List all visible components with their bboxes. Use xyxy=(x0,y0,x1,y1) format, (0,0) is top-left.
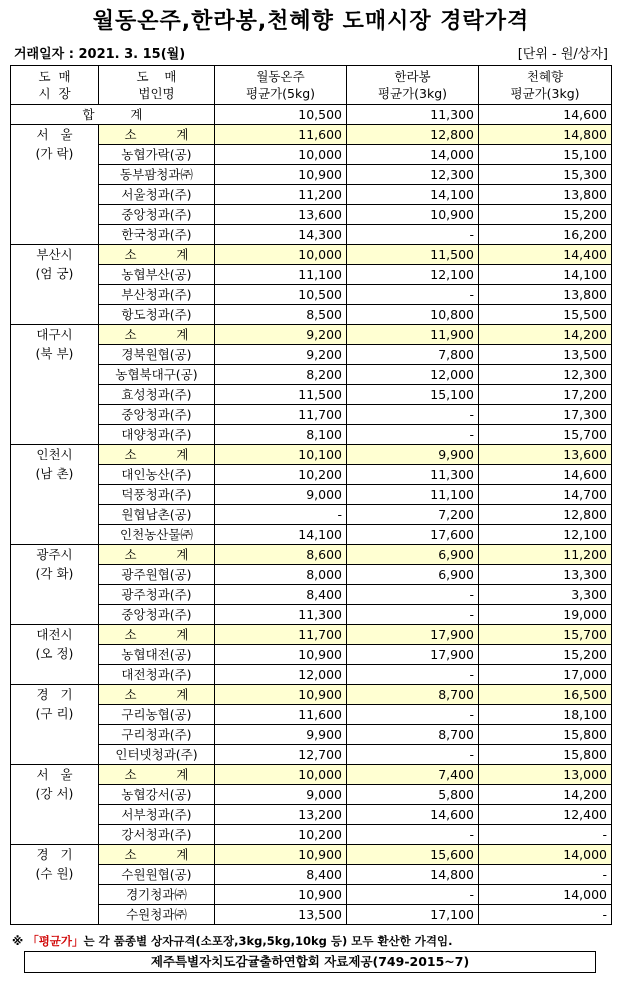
price-cell: 12,800 xyxy=(479,505,612,525)
corp-name: 덕풍청과(주) xyxy=(99,485,215,505)
price-cell: 11,500 xyxy=(215,385,347,405)
price-cell: 8,000 xyxy=(215,565,347,585)
price-cell: 16,500 xyxy=(479,685,612,705)
price-cell: 13,800 xyxy=(479,285,612,305)
market-name xyxy=(11,445,99,545)
price-cell: - xyxy=(479,865,612,885)
price-cell: 15,300 xyxy=(479,165,612,185)
corp-name: 대전청과(주) xyxy=(99,665,215,685)
corp-name: 강서청과(주) xyxy=(99,825,215,845)
price-cell: 14,400 xyxy=(479,245,612,265)
price-cell: 9,000 xyxy=(215,785,347,805)
price-cell: 13,600 xyxy=(479,445,612,465)
market-district: (구 리) xyxy=(35,706,74,721)
price-cell: 13,200 xyxy=(215,805,347,825)
corp-name: 대인농산(주) xyxy=(99,465,215,485)
price-cell: 10,200 xyxy=(215,465,347,485)
price-cell: - xyxy=(479,905,612,925)
price-cell: 14,000 xyxy=(479,845,612,865)
market-district: (수 원) xyxy=(35,866,74,881)
price-cell: 14,200 xyxy=(479,785,612,805)
price-cell: 10,900 xyxy=(347,205,479,225)
market-district: (강 서) xyxy=(35,786,74,801)
market-district: (남 촌) xyxy=(35,466,74,481)
price-cell: 13,500 xyxy=(215,905,347,925)
price-cell: 7,200 xyxy=(347,505,479,525)
price-cell: 17,100 xyxy=(347,905,479,925)
price-cell: 19,000 xyxy=(479,605,612,625)
table-row xyxy=(11,745,612,765)
header-col2: 한라봉 평균가(3kg) xyxy=(347,66,479,105)
subtotal-row xyxy=(11,245,612,265)
price-cell: 7,400 xyxy=(347,765,479,785)
table-row xyxy=(11,865,612,885)
price-cell: 8,500 xyxy=(215,305,347,325)
corp-name: 광주원협(공) xyxy=(99,565,215,585)
price-cell: 10,000 xyxy=(215,245,347,265)
table-row xyxy=(11,645,612,665)
table-row xyxy=(11,485,612,505)
market-name xyxy=(11,625,99,685)
market-city: 부산시 xyxy=(36,247,73,262)
price-cell: 14,800 xyxy=(479,125,612,145)
price-cell: 14,200 xyxy=(479,325,612,345)
subtotal-row xyxy=(11,545,612,565)
unit-label: [단위 - 원/상자] xyxy=(517,47,608,62)
footnote-term: 「평균가」 xyxy=(27,934,84,948)
price-cell: 13,800 xyxy=(479,185,612,205)
price-cell: 8,400 xyxy=(215,865,347,885)
market-district: (북 부) xyxy=(35,346,74,361)
price-cell: 18,100 xyxy=(479,705,612,725)
price-cell: 8,600 xyxy=(215,545,347,565)
corp-name: 수원청과㈜ xyxy=(99,905,215,925)
price-cell: 11,300 xyxy=(215,605,347,625)
price-cell: 10,000 xyxy=(215,765,347,785)
price-cell: 14,000 xyxy=(347,145,479,165)
header-corp: 도 매 법인명 xyxy=(99,66,215,105)
price-cell: 11,100 xyxy=(215,265,347,285)
corp-name: 중앙청과(주) xyxy=(99,205,215,225)
corp-name: 인천농산물㈜ xyxy=(99,525,215,545)
corp-name: 농협강서(공) xyxy=(99,785,215,805)
table-row xyxy=(11,385,612,405)
corp-name: 경북원협(공) xyxy=(99,345,215,365)
price-cell: 3,300 xyxy=(479,585,612,605)
price-cell: 11,600 xyxy=(215,705,347,725)
price-cell: 13,300 xyxy=(479,565,612,585)
price-cell: 14,000 xyxy=(479,885,612,905)
table-row xyxy=(11,565,612,585)
corp-name: 소 계 xyxy=(99,125,215,145)
market-name xyxy=(11,545,99,625)
price-cell: 15,700 xyxy=(479,625,612,645)
subtotal-row xyxy=(11,125,612,145)
table-row xyxy=(11,525,612,545)
price-cell: 13,500 xyxy=(479,345,612,365)
price-cell: 11,200 xyxy=(215,185,347,205)
subtotal-row xyxy=(11,445,612,465)
price-cell: 12,400 xyxy=(479,805,612,825)
price-cell: 14,300 xyxy=(215,225,347,245)
market-city: 광주시 xyxy=(36,547,73,562)
price-cell: 8,100 xyxy=(215,425,347,445)
total-label: 합 계 xyxy=(11,105,215,125)
table-row xyxy=(11,185,612,205)
subtotal-row xyxy=(11,765,612,785)
price-cell: 10,100 xyxy=(215,445,347,465)
price-cell: 10,500 xyxy=(215,285,347,305)
table-row xyxy=(11,725,612,745)
table-row xyxy=(11,365,612,385)
price-cell: - xyxy=(347,705,479,725)
corp-name: 소 계 xyxy=(99,545,215,565)
price-cell: - xyxy=(347,285,479,305)
price-cell: 10,200 xyxy=(215,825,347,845)
market-name xyxy=(11,765,99,845)
price-cell: 15,800 xyxy=(479,725,612,745)
table-row xyxy=(11,705,612,725)
corp-name: 대양청과(주) xyxy=(99,425,215,445)
price-cell: 9,200 xyxy=(215,325,347,345)
total-value: 10,500 xyxy=(215,105,347,125)
price-cell: 11,700 xyxy=(215,625,347,645)
price-cell: 9,200 xyxy=(215,345,347,365)
table-header-row xyxy=(11,66,612,105)
table-row xyxy=(11,665,612,685)
table-row xyxy=(11,405,612,425)
price-cell: 15,100 xyxy=(479,145,612,165)
price-cell: 10,900 xyxy=(215,885,347,905)
corp-name: 인터넷청과(주) xyxy=(99,745,215,765)
corp-name: 농협북대구(공) xyxy=(99,365,215,385)
price-cell: 15,100 xyxy=(347,385,479,405)
corp-name: 소 계 xyxy=(99,325,215,345)
price-cell: 14,100 xyxy=(479,265,612,285)
price-cell: 8,200 xyxy=(215,365,347,385)
price-cell: 14,600 xyxy=(347,805,479,825)
table-row xyxy=(11,585,612,605)
price-cell: 9,900 xyxy=(215,725,347,745)
price-cell: 8,700 xyxy=(347,725,479,745)
corp-name: 서부청과(주) xyxy=(99,805,215,825)
header-market: 도 매 시 장 xyxy=(11,66,99,105)
price-cell: 16,200 xyxy=(479,225,612,245)
price-cell: 17,300 xyxy=(479,405,612,425)
price-cell: 10,900 xyxy=(215,685,347,705)
market-city: 대전시 xyxy=(36,627,73,642)
price-cell: 13,600 xyxy=(215,205,347,225)
price-cell: 17,900 xyxy=(347,625,479,645)
market-city: 경 기 xyxy=(36,847,73,862)
price-cell: 15,200 xyxy=(479,205,612,225)
corp-name: 소 계 xyxy=(99,685,215,705)
market-name xyxy=(11,325,99,445)
price-cell: 15,800 xyxy=(479,745,612,765)
market-city: 경 기 xyxy=(36,687,73,702)
price-cell: 14,700 xyxy=(479,485,612,505)
header-col3: 천혜향 평균가(3kg) xyxy=(479,66,612,105)
price-cell: 12,000 xyxy=(215,665,347,685)
price-cell: 11,900 xyxy=(347,325,479,345)
price-cell: 6,900 xyxy=(347,545,479,565)
price-cell: 14,100 xyxy=(347,185,479,205)
market-name xyxy=(11,125,99,245)
corp-name: 원협남촌(공) xyxy=(99,505,215,525)
price-cell: 11,200 xyxy=(479,545,612,565)
subtotal-row xyxy=(11,625,612,645)
table-row xyxy=(11,145,612,165)
header-col1: 월동온주 평균가(5kg) xyxy=(215,66,347,105)
market-name xyxy=(11,845,99,925)
table-row xyxy=(11,885,612,905)
market-district: (각 화) xyxy=(35,566,74,581)
price-cell: 8,400 xyxy=(215,585,347,605)
price-cell: 12,800 xyxy=(347,125,479,145)
table-row xyxy=(11,205,612,225)
price-cell: 12,100 xyxy=(479,525,612,545)
price-cell: 6,900 xyxy=(347,565,479,585)
corp-name: 구리농협(공) xyxy=(99,705,215,725)
corp-name: 구리청과(주) xyxy=(99,725,215,745)
corp-name: 항도청과(주) xyxy=(99,305,215,325)
corp-name: 농협대전(공) xyxy=(99,645,215,665)
price-cell: 14,100 xyxy=(215,525,347,545)
price-cell: - xyxy=(479,825,612,845)
table-row xyxy=(11,225,612,245)
corp-name: 서울청과(주) xyxy=(99,185,215,205)
trade-date: 거래일자 : 2021. 3. 15(월) xyxy=(14,47,186,62)
total-value: 14,600 xyxy=(479,105,612,125)
price-cell: 12,700 xyxy=(215,745,347,765)
corp-name: 수원원협(공) xyxy=(99,865,215,885)
price-cell: 17,600 xyxy=(347,525,479,545)
market-city: 서 울 xyxy=(36,127,73,142)
price-cell: 12,300 xyxy=(479,365,612,385)
table-row xyxy=(11,805,612,825)
corp-name: 소 계 xyxy=(99,245,215,265)
table-row xyxy=(11,345,612,365)
price-cell: 12,300 xyxy=(347,165,479,185)
table-row xyxy=(11,165,612,185)
price-cell: - xyxy=(347,225,479,245)
subtotal-row xyxy=(11,685,612,705)
corp-name: 농협부산(공) xyxy=(99,265,215,285)
price-cell: 9,000 xyxy=(215,485,347,505)
price-cell: 10,900 xyxy=(215,165,347,185)
price-cell: 12,100 xyxy=(347,265,479,285)
price-cell: 11,700 xyxy=(215,405,347,425)
price-cell: 14,600 xyxy=(479,465,612,485)
footnote xyxy=(12,933,452,949)
total-row xyxy=(11,105,612,125)
price-cell: 15,700 xyxy=(479,425,612,445)
price-cell: 12,000 xyxy=(347,365,479,385)
market-name xyxy=(11,685,99,765)
total-value: 11,300 xyxy=(347,105,479,125)
corp-name: 소 계 xyxy=(99,625,215,645)
price-cell: - xyxy=(347,605,479,625)
corp-name: 중앙청과(주) xyxy=(99,405,215,425)
price-cell: 10,800 xyxy=(347,305,479,325)
corp-name: 광주청과(주) xyxy=(99,585,215,605)
price-cell: - xyxy=(347,745,479,765)
market-city: 인천시 xyxy=(36,447,73,462)
price-cell: 11,300 xyxy=(347,465,479,485)
price-cell: - xyxy=(215,505,347,525)
price-cell: - xyxy=(347,825,479,845)
price-cell: 17,900 xyxy=(347,645,479,665)
price-cell: 7,800 xyxy=(347,345,479,365)
price-cell: - xyxy=(347,585,479,605)
table-row xyxy=(11,505,612,525)
page-title: 월동온주,한라봉,천혜향 도매시장 경락가격 xyxy=(92,9,530,34)
market-name xyxy=(11,245,99,325)
price-cell: 11,500 xyxy=(347,245,479,265)
corp-name: 농협가락(공) xyxy=(99,145,215,165)
table-row xyxy=(11,825,612,845)
market-city: 대구시 xyxy=(36,327,73,342)
corp-name: 소 계 xyxy=(99,845,215,865)
table-row xyxy=(11,265,612,285)
footnote-mark: ※ xyxy=(12,934,24,948)
corp-name: 중앙청과(주) xyxy=(99,605,215,625)
table-row xyxy=(11,305,612,325)
price-cell: 14,800 xyxy=(347,865,479,885)
footnote-text: 는 각 품종별 상자규격(소포장,3kg,5kg,10kg 등) 모두 환산한 가격임. xyxy=(83,934,453,948)
price-cell: 8,700 xyxy=(347,685,479,705)
market-district: (엄 궁) xyxy=(35,266,74,281)
corp-name: 경기청과㈜ xyxy=(99,885,215,905)
corp-name: 소 계 xyxy=(99,765,215,785)
price-cell: - xyxy=(347,405,479,425)
source-box: 제주특별자치도감귤출하연합회 자료제공(749-2015~7) xyxy=(24,951,596,973)
price-cell: - xyxy=(347,665,479,685)
price-cell: 11,100 xyxy=(347,485,479,505)
table-row xyxy=(11,785,612,805)
price-cell: 17,200 xyxy=(479,385,612,405)
table-row xyxy=(11,465,612,485)
price-cell: 11,600 xyxy=(215,125,347,145)
subtotal-row xyxy=(11,325,612,345)
table-row xyxy=(11,905,612,925)
price-cell: - xyxy=(347,885,479,905)
corp-name: 한국청과(주) xyxy=(99,225,215,245)
market-district: (가 락) xyxy=(35,146,74,161)
price-cell: 5,800 xyxy=(347,785,479,805)
table-row xyxy=(11,285,612,305)
price-cell: 17,000 xyxy=(479,665,612,685)
market-district: (오 정) xyxy=(35,646,74,661)
price-table xyxy=(10,65,612,925)
corp-name: 효성청과(주) xyxy=(99,385,215,405)
table-row xyxy=(11,605,612,625)
price-cell: 10,900 xyxy=(215,645,347,665)
price-cell: 15,500 xyxy=(479,305,612,325)
price-cell: 15,200 xyxy=(479,645,612,665)
price-cell: 10,900 xyxy=(215,845,347,865)
corp-name: 동부팜청과㈜ xyxy=(99,165,215,185)
corp-name: 소 계 xyxy=(99,445,215,465)
price-cell: - xyxy=(347,425,479,445)
market-city: 서 울 xyxy=(36,767,73,782)
price-cell: 10,000 xyxy=(215,145,347,165)
corp-name: 부산청과(주) xyxy=(99,285,215,305)
price-cell: 13,000 xyxy=(479,765,612,785)
table-row xyxy=(11,425,612,445)
price-cell: 15,600 xyxy=(347,845,479,865)
price-cell: 9,900 xyxy=(347,445,479,465)
subtotal-row xyxy=(11,845,612,865)
